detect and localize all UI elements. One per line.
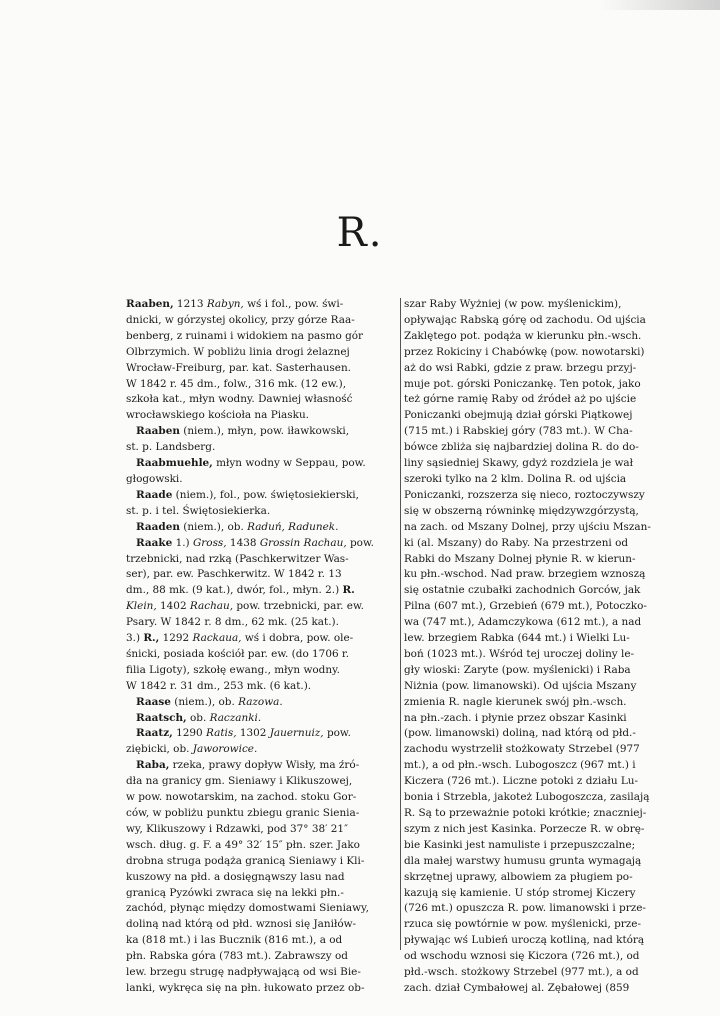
text-run: W 1842 r. 45 dm., folw., 316 mk. (12 ew.),	[126, 377, 347, 390]
text-line	[404, 790, 684, 806]
text-run: (726 mt.) opuszcza R. pow. limanowski i prze-	[404, 902, 646, 915]
text-run: mt.), a od płn.-wsch. Lubogoszcz (967 mt.) i	[404, 759, 636, 772]
text-run: na płn.-zach. i płynie przez obszar Kasinki	[404, 711, 627, 724]
text-run: zachodu wystrzelił stożkowaty Strzebel (977	[404, 743, 640, 756]
text-run: 1302	[236, 727, 270, 740]
text-line	[126, 742, 398, 758]
text-line	[126, 536, 398, 552]
text-line	[404, 472, 684, 488]
text-line	[404, 726, 684, 742]
text-line	[404, 758, 684, 774]
text-run: Olbrzymich. W pobliżu linia drogi żelaznej	[126, 345, 350, 358]
italic-term: Raczanki.	[209, 711, 262, 724]
text-run: drobna struga podąża granicą Sieniawy i Kli-	[126, 854, 365, 867]
text-run: na zach. od Mszany Dolnej, przy ujściu Mszan-	[404, 520, 651, 533]
text-run: (715 mt.) i Rabskiej góry (783 mt.). W Cha-	[404, 425, 633, 438]
text-line	[404, 695, 684, 711]
text-run: przez Rokiciny i Chabówkę (pow. nowotarski)	[404, 345, 645, 358]
text-line	[126, 806, 398, 822]
text-line	[404, 520, 684, 536]
italic-term: Rabyn,	[206, 298, 244, 310]
text-line	[404, 711, 684, 727]
text-run: (niem.), ob.	[179, 520, 248, 533]
text-line	[404, 965, 684, 981]
text-line	[126, 901, 398, 917]
text-run	[126, 759, 136, 771]
text-run: Rabki do Mszany Dolnej płynie R. w kierun-	[404, 552, 636, 565]
italic-term: Grossin Rachau,	[259, 536, 347, 549]
text-line	[404, 440, 684, 456]
text-line	[404, 567, 684, 583]
text-line	[404, 313, 684, 329]
page-title: R.	[336, 210, 384, 256]
text-line	[126, 377, 398, 393]
text-line	[126, 631, 398, 647]
text-run: st. p. i tel. Świętosiekierka.	[126, 504, 271, 517]
text-line	[126, 583, 398, 599]
text-line	[126, 822, 398, 838]
left-text-column	[126, 297, 398, 997]
text-run: lanki, wykręca się na płn. łukowato przez ob-	[126, 981, 365, 994]
italic-term: Ratis,	[206, 727, 237, 740]
text-run: ku płn.-wschod. Nad praw. brzegiem wznoszą	[404, 568, 646, 581]
text-line	[404, 870, 684, 886]
text-run: zach. dział Cymbałowej al. Zębałowej (859	[404, 981, 630, 994]
text-run: szar Raby Wyżniej (w pow. myślenickim),	[404, 298, 622, 310]
text-run	[126, 521, 136, 533]
text-line	[404, 631, 684, 647]
text-line	[404, 552, 684, 568]
text-line	[126, 408, 398, 424]
italic-term: Jaworowice.	[192, 743, 258, 756]
text-line	[126, 313, 398, 329]
italic-term: Rachau,	[189, 600, 234, 613]
text-line	[126, 567, 398, 583]
text-run: ob.	[186, 711, 210, 724]
text-line	[126, 345, 398, 361]
text-line	[404, 615, 684, 631]
text-run	[126, 696, 136, 708]
text-run: Zaklętego pot. podąża w kierunku płn.-wsch.	[404, 329, 642, 342]
text-line	[404, 599, 684, 615]
italic-term: Jauernuiz,	[269, 727, 324, 740]
text-line	[126, 615, 398, 631]
text-line	[126, 886, 398, 902]
text-run: (niem.), młyn, pow. iławkowski,	[179, 425, 350, 438]
entry-headword: Raade	[135, 488, 173, 501]
text-run: bonia i Strzebla, jakoteż Lubogoszcza, zasilają	[404, 791, 650, 804]
text-line	[126, 456, 398, 472]
text-line	[126, 663, 398, 679]
text-run: Poniczanki obejmują dział górski Piątkowej	[404, 409, 633, 422]
entry-headword: R.,	[143, 632, 160, 645]
text-run: wy, Klikuszowy i Rdzawki, pod 37° 38′ 21″	[126, 822, 348, 835]
text-run: ki (al. Mszany) do Raby. Na przestrzeni od	[404, 536, 629, 549]
text-run: lew. brzegu strugę nadpływającą od wsi Bie-	[126, 966, 361, 979]
text-run: st. p. Landsberg.	[126, 441, 216, 454]
text-line	[404, 647, 684, 663]
text-line	[126, 838, 398, 854]
text-run: pow.	[346, 536, 374, 549]
text-run	[126, 727, 136, 739]
text-run: dnicki, w górzystej okolicy, przy górze Raa-	[126, 313, 355, 326]
text-line	[126, 424, 398, 440]
text-run: 1292	[159, 632, 193, 645]
text-run: filia Ligoty), szkołę ewang., młyn wodny.	[126, 663, 340, 676]
entry-headword: Raatz,	[135, 727, 173, 740]
text-run: młyn wodny w Seppau, pow.	[212, 457, 366, 470]
text-line	[404, 742, 684, 758]
text-run: płn. Rabska góra (783 mt.). Zabrawszy od	[126, 950, 348, 963]
text-run	[126, 457, 136, 469]
text-run: Kiczera (726 mt.). Liczne potoki z działu Lu-	[404, 775, 639, 788]
text-line	[404, 297, 684, 313]
text-line	[404, 361, 684, 377]
text-run: (pow. limanowski) doliną, nad którą od płd.-	[404, 727, 636, 740]
text-run: 1438	[226, 536, 260, 549]
text-line	[126, 440, 398, 456]
text-run: dm., 88 mk. (9 kat.), dwór, fol., młyn. 2.)	[126, 584, 343, 597]
column-divider	[400, 298, 401, 950]
text-line	[126, 949, 398, 965]
text-line	[126, 870, 398, 886]
text-run: aż do wsi Rabki, gdzie z praw. brzegu przyj-	[404, 361, 637, 374]
text-line	[126, 965, 398, 981]
text-line	[404, 488, 684, 504]
text-run: boń (1023 mt.). Wśród tej uroczej doliny le-	[404, 647, 635, 660]
text-line	[404, 504, 684, 520]
entry-headword: Raaben,	[126, 298, 174, 310]
text-run: ziębicki, ob.	[126, 743, 193, 756]
text-line	[126, 758, 398, 774]
text-run: pow. trzebnicki, par. ew.	[233, 600, 364, 613]
text-line	[404, 933, 684, 949]
text-line	[126, 361, 398, 377]
text-line	[404, 456, 684, 472]
text-line	[126, 472, 398, 488]
text-run: muje pot. górski Poniczankę. Ten potok, jako	[404, 377, 641, 390]
italic-term: Klein,	[126, 600, 157, 613]
text-run: bówce zbliża się najbardziej dolina R. do do-	[404, 441, 639, 454]
text-run: granicą Pyzówki zwraca się na lekki płn.-	[126, 886, 344, 899]
text-run: się ostatnie czubałki zachodnich Gorców, jak	[404, 584, 641, 597]
entry-headword: R.	[342, 584, 355, 597]
text-run: Poniczanki, rozszerza się nieco, roztoczywszy	[404, 488, 645, 501]
text-line	[126, 981, 398, 997]
text-run: (niem.), fol., pow. świętosiekierski,	[172, 488, 359, 501]
text-run: dla małej warstwy humusu grunta wymagają	[404, 854, 642, 867]
text-line	[126, 695, 398, 711]
text-line	[126, 854, 398, 870]
text-run: zmienia R. nagle kierunek swój płn.-wsch.	[404, 695, 627, 708]
text-run: śnicki, posiada kościół par. ew. (do 1706 r.	[126, 647, 350, 660]
text-line	[126, 774, 398, 790]
text-run: rzeka, prawy dopływ Wisły, ma źró-	[169, 759, 360, 772]
text-line	[404, 329, 684, 345]
text-run: dła na granicy gm. Sieniawy i Klikuszowej,	[126, 775, 353, 788]
text-run: ser), par. ew. Paschkerwitz. W 1842 r. 13	[126, 568, 342, 581]
text-run	[126, 712, 136, 724]
text-line	[126, 726, 398, 742]
text-line	[126, 520, 398, 536]
text-run: 1213	[173, 298, 207, 310]
text-run: się w obszerną równinkę międzywzgórzystą,	[404, 504, 639, 517]
text-run: w pow. nowotarskim, na zachod. stoku Gor-	[126, 791, 357, 804]
italic-term: Gross,	[192, 536, 227, 549]
text-run: kuszowy na płd. a dosięgnąwszy lasu nad	[126, 870, 345, 883]
text-line	[404, 806, 684, 822]
text-line	[404, 345, 684, 361]
text-run: szeroki tylko na 2 klm. Dolina R. od ujścia	[404, 472, 627, 485]
text-run: pływając wś Lubień uroczą kotliną, nad którą	[404, 934, 645, 947]
italic-term: Rackaua,	[192, 632, 242, 645]
text-run: 1290	[172, 727, 206, 740]
text-run: wś i dobra, pow. ole-	[241, 632, 354, 645]
text-line	[404, 886, 684, 902]
text-line	[126, 599, 398, 615]
right-text-column	[404, 297, 684, 997]
text-run: trzebnicki, nad rzką (Paschkerwitzer Was-	[126, 552, 349, 565]
text-run: 3.)	[126, 632, 144, 645]
text-run	[126, 537, 136, 549]
text-line	[404, 981, 684, 997]
text-line	[404, 949, 684, 965]
text-line	[404, 854, 684, 870]
text-run: liny sąsiedniej Skawy, gdyż rozdziela je wał	[404, 457, 634, 470]
entry-headword: Raba,	[135, 759, 170, 772]
text-line	[126, 679, 398, 695]
text-run: pow.	[323, 727, 351, 740]
text-run: lew. brzegiem Rabka (644 mt.) i Wielki Lu-	[404, 632, 630, 645]
italic-term: Razowa.	[238, 695, 283, 708]
text-line	[404, 536, 684, 552]
text-line	[126, 297, 398, 313]
text-run: Pilna (607 mt.), Grzebień (679 mt.), Potoczko-	[404, 600, 647, 613]
text-run: 1402	[156, 600, 190, 613]
text-run: wrocławskiego kościoła na Piasku.	[126, 409, 309, 422]
text-line	[126, 917, 398, 933]
text-line	[126, 790, 398, 806]
text-line	[126, 647, 398, 663]
text-line	[404, 901, 684, 917]
text-run: bie Kasinki jest namuliste i przepuszczalne;	[404, 838, 636, 851]
text-run: ców, w pobliżu punktu zbiegu granic Sienia-	[126, 807, 360, 819]
text-line	[126, 392, 398, 408]
text-run: Wrocław-Freiburg, par. kat. Sasterhausen.	[126, 361, 351, 374]
text-line	[404, 408, 684, 424]
text-line	[126, 552, 398, 568]
text-line	[404, 377, 684, 393]
text-line	[126, 488, 398, 504]
text-line	[404, 583, 684, 599]
text-line	[404, 838, 684, 854]
text-line	[404, 822, 684, 838]
text-line	[404, 424, 684, 440]
text-run: (niem.), ob.	[170, 695, 239, 708]
text-line	[126, 711, 398, 727]
text-run: Niżnia (pow. limanowski). Od ujścia Mszany	[404, 679, 637, 692]
text-line	[404, 917, 684, 933]
text-run: skrzętnej uprawy, albowiem za pługiem po-	[404, 870, 633, 883]
text-run: kazują się kamienie. U stóp stromej Kiczery	[404, 886, 636, 899]
text-run: też górne ramię Raby od źródeł aż po ujście	[404, 393, 637, 406]
entry-headword: Raaden	[135, 520, 180, 533]
text-line	[404, 679, 684, 695]
entry-headword: Raatsch,	[135, 711, 187, 724]
text-line	[404, 392, 684, 408]
text-run: od wschodu wznosi się Kiczora (726 mt.), od	[404, 950, 640, 963]
text-run	[126, 425, 136, 437]
text-run: wa (747 mt.), Adamczykowa (612 mt.), a nad	[404, 616, 642, 629]
text-run: W 1842 r. 31 dm., 253 mk. (6 kat.).	[126, 679, 312, 692]
text-run: wsch. dług. g. F. a 49° 32′ 15″ płn. szer. Jako	[126, 838, 360, 851]
text-line	[404, 663, 684, 679]
page-edge-shadow	[600, 0, 720, 10]
text-run: Psary. W 1842 r. 8 dm., 62 mk. (25 kat.).	[126, 616, 339, 629]
text-line	[126, 329, 398, 345]
text-run: płd.-wsch. stożkowy Strzebel (977 mt.), a od	[404, 966, 639, 979]
text-run: opływając Rabską górę od zachodu. Od ujścia	[404, 313, 646, 326]
entry-headword: Raase	[135, 695, 171, 708]
entry-headword: Raake	[135, 536, 173, 549]
text-run: R. Są to przeważnie potoki krótkie; znaczniej-	[404, 807, 647, 819]
text-line	[126, 933, 398, 949]
text-line	[404, 774, 684, 790]
text-run: zachód, płynąc między domostwami Sieniawy,	[126, 902, 369, 915]
text-run	[126, 489, 136, 501]
entry-headword: Raaben	[135, 425, 180, 438]
text-run: wś i fol., pow. świ-	[243, 298, 344, 310]
text-run: głogowski.	[126, 472, 183, 485]
text-run: rzuca się powtórnie w pow. myślenicki, prze-	[404, 918, 641, 931]
text-run: benberg, z ruinami i widokiem na pasmo gór	[126, 329, 364, 342]
entry-headword: Raabmuehle,	[135, 457, 213, 470]
text-run: 1.)	[172, 536, 193, 549]
text-run: doliną nad którą od płd. wznosi się Janiłów-	[126, 918, 357, 931]
text-run: ka (818 mt.) i las Bucznik (816 mt.), a od	[126, 934, 343, 947]
text-run: szym z nich jest Kasinka. Porzecze R. w obrę-	[404, 822, 645, 835]
text-run: gły wioski: Zaryte (pow. myślenicki) i Raba	[404, 663, 631, 676]
text-line	[126, 504, 398, 520]
italic-term: Raduń, Radunek.	[247, 520, 339, 533]
text-run: szkoła kat., młyn wodny. Dawniej własność	[126, 393, 353, 406]
